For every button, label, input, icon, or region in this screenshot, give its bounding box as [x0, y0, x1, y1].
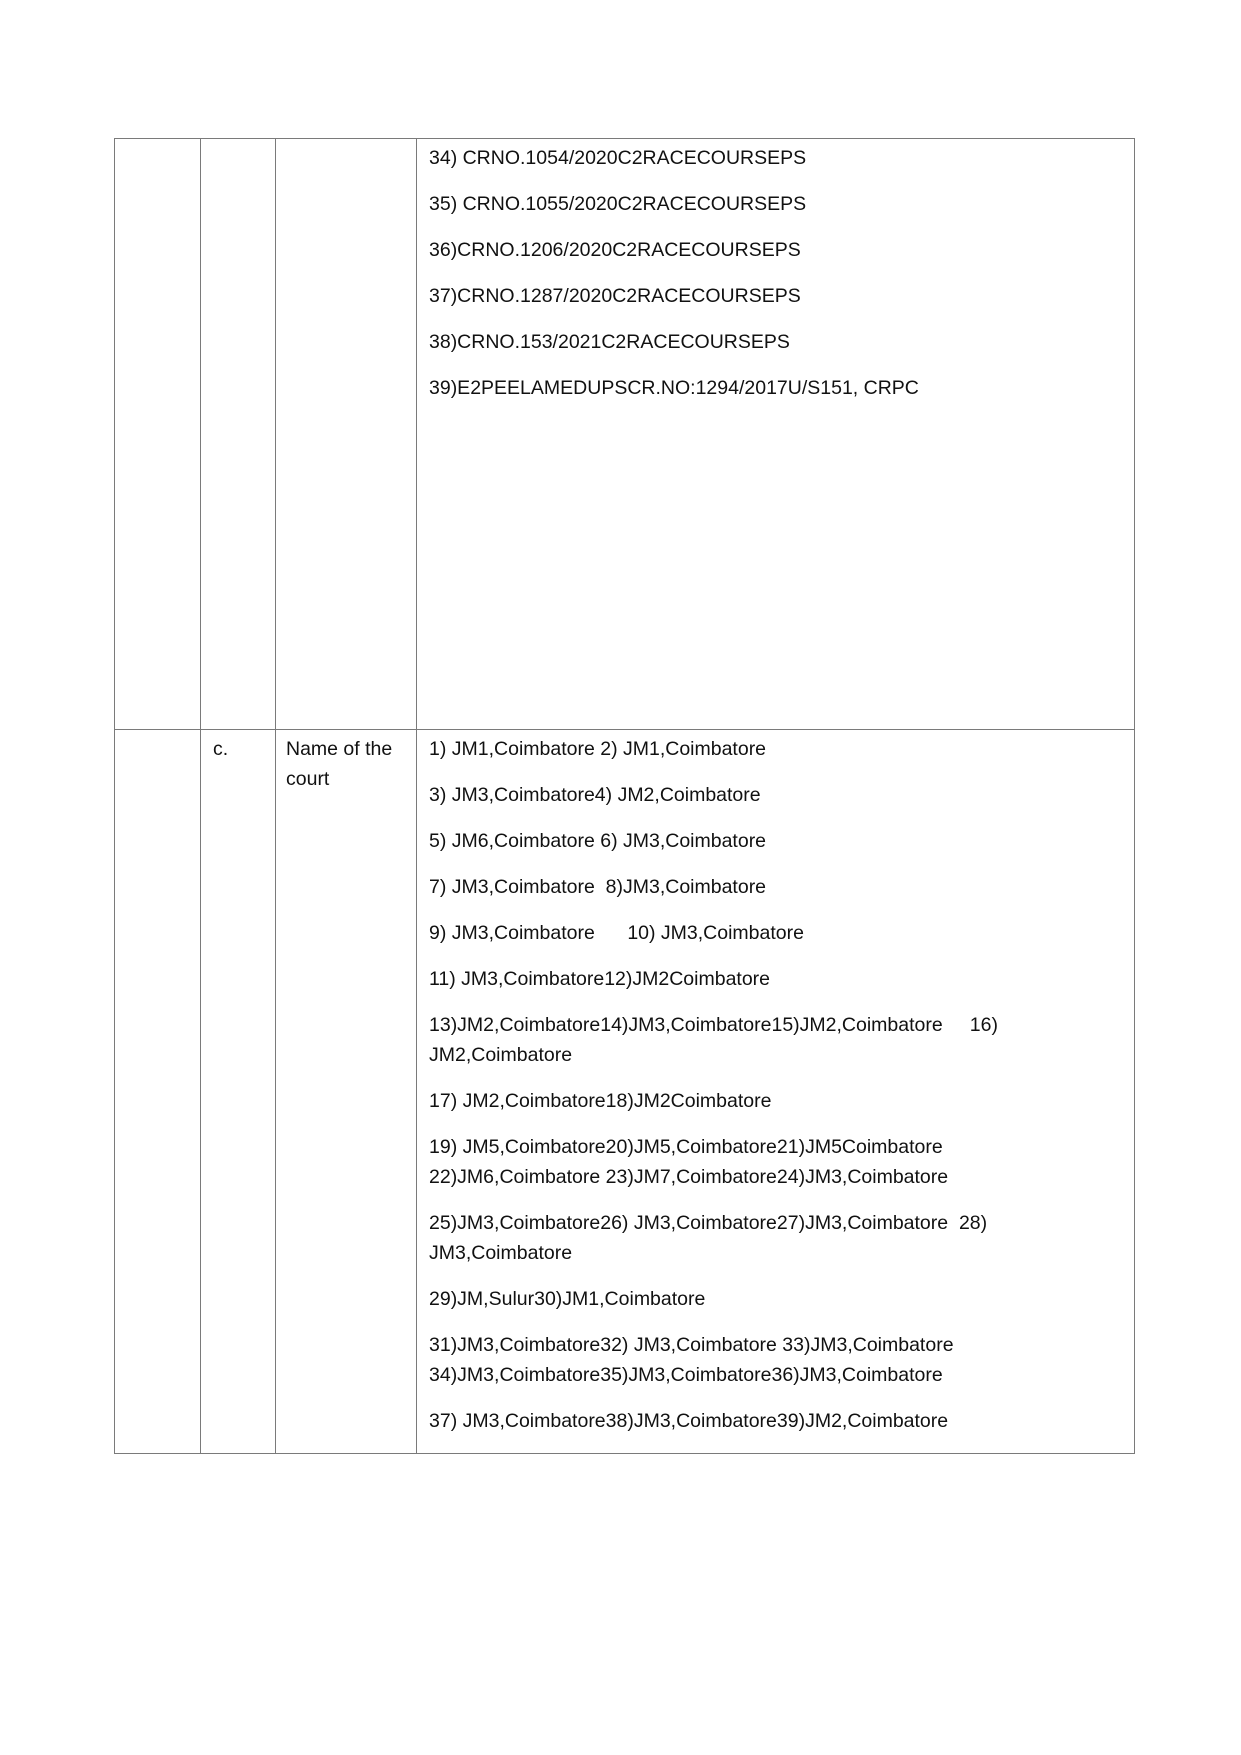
court-entry: 17) JM2,Coimbatore18)JM2Coimbatore [429, 1090, 772, 1112]
court-entry: 1) JM1,Coimbatore 2) JM1,Coimbatore [429, 738, 767, 760]
label-cell: Name of the court [276, 730, 417, 1454]
court-entry: 13)JM2,Coimbatore14)JM3,Coimbatore15)JM2,Coimbatore 16) JM2,Coimbatore [429, 1014, 998, 1066]
case-list-cell [417, 139, 1135, 730]
label-cell [276, 139, 417, 730]
court-entry: 19) JM5,Coimbatore20)JM5,Coimbatore21)JM5Coimbatore 22)JM6,Coimbatore 23)JM7,Coimbatore24)JM3,Coimbatore [429, 1136, 949, 1188]
case-entry: 37)CRNO.1287/2020C2RACECOURSEPS [429, 285, 801, 307]
table-row [115, 139, 1135, 730]
table-row [115, 730, 1135, 1454]
serial-cell [115, 139, 201, 730]
court-entry: 29)JM,Sulur30)JM1,Coimbatore [429, 1288, 706, 1310]
court-entry: 11) JM3,Coimbatore12)JM2Coimbatore [429, 968, 771, 990]
court-entry: 37) JM3,Coimbatore38)JM3,Coimbatore39)JM2,Coimbatore [429, 1410, 949, 1432]
court-entry: 5) JM6,Coimbatore 6) JM3,Coimbatore [429, 830, 767, 852]
case-entry: 34) CRNO.1054/2020C2RACECOURSEPS [429, 147, 807, 169]
court-list-cell [417, 730, 1135, 1454]
document-table [114, 138, 1135, 1454]
court-entry: 3) JM3,Coimbatore4) JM2,Coimbatore [429, 784, 761, 806]
case-entry: 35) CRNO.1055/2020C2RACECOURSEPS [429, 193, 807, 215]
case-entry: 39)E2PEELAMEDUPSCR.NO:1294/2017U/S151, CRPC [429, 377, 919, 399]
court-entry: 7) JM3,Coimbatore 8)JM3,Coimbatore [429, 876, 767, 898]
court-entry: 25)JM3,Coimbatore26) JM3,Coimbatore27)JM3,Coimbatore 28) JM3,Coimbatore [429, 1212, 988, 1264]
sub-item-cell [201, 139, 276, 730]
case-entry: 38)CRNO.153/2021C2RACECOURSEPS [429, 331, 790, 353]
serial-cell [115, 730, 201, 1454]
court-entry: 31)JM3,Coimbatore32) JM3,Coimbatore 33)JM3,Coimbatore 34)JM3,Coimbatore35)JM3,Coimbatore36)JM3,Coimbatore [429, 1334, 954, 1386]
court-entry: 9) JM3,Coimbatore 10) JM3,Coimbatore [429, 922, 804, 944]
case-entry: 36)CRNO.1206/2020C2RACECOURSEPS [429, 239, 801, 261]
sub-item-cell: c. [201, 730, 276, 1454]
